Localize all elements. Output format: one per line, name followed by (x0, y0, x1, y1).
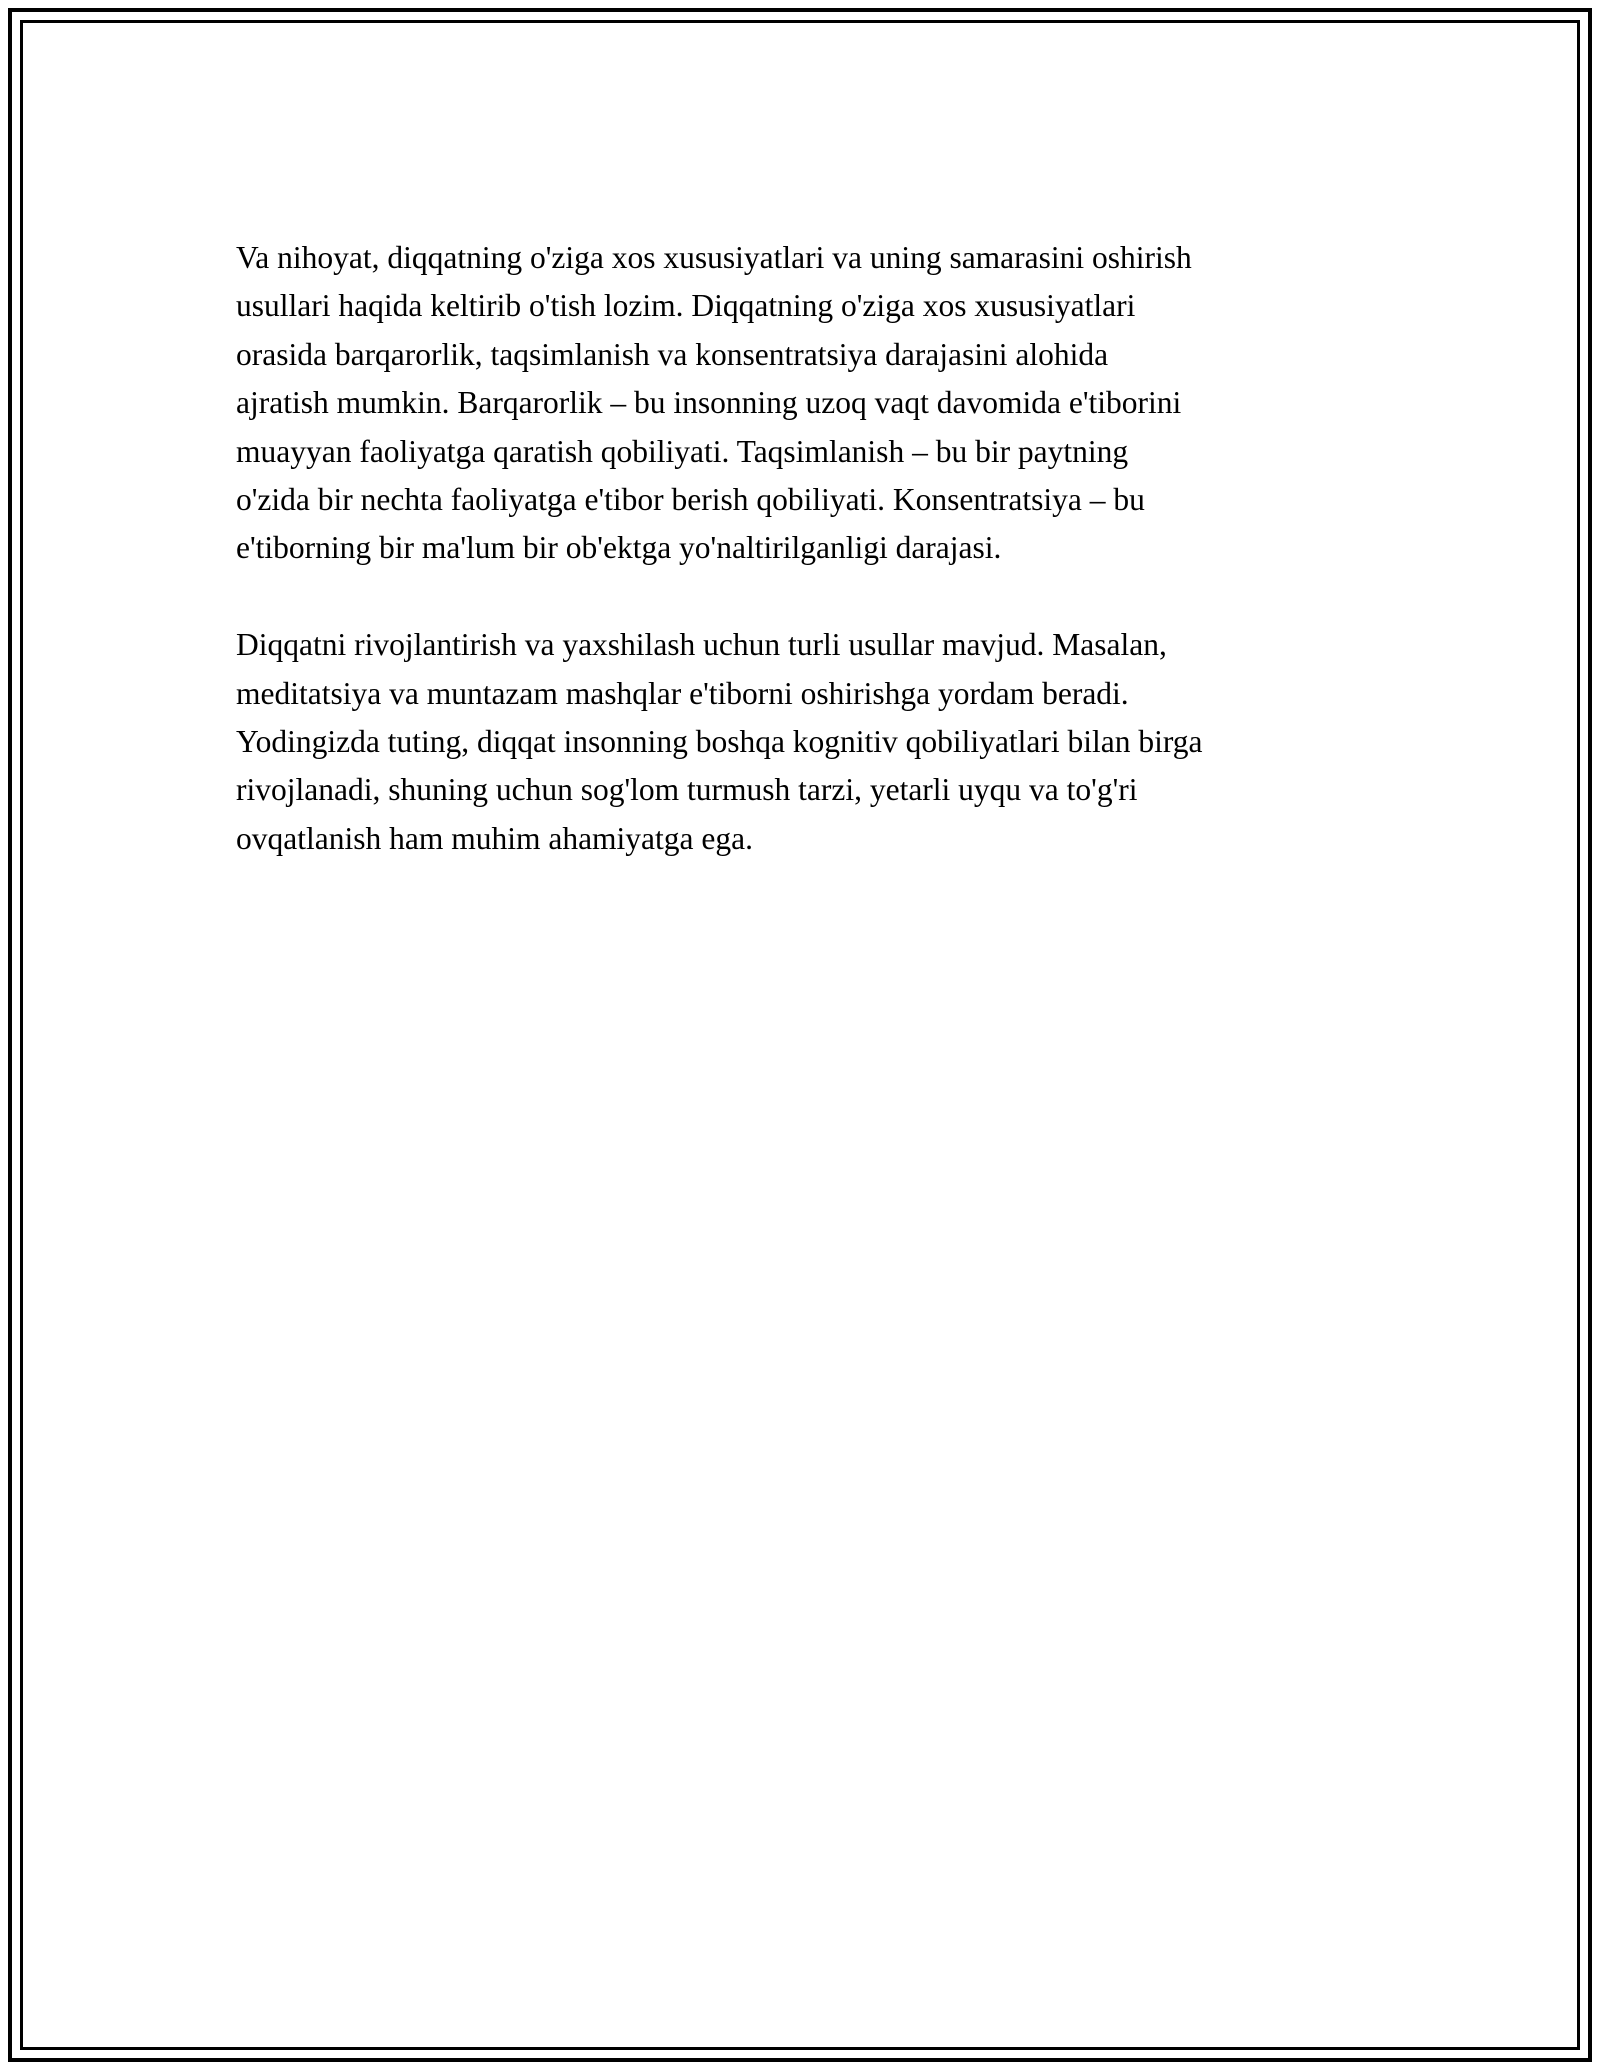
text-line: e'tiborning bir ma'lum bir ob'ektga yo'naltirilganligi darajasi. (236, 530, 1002, 566)
text-line: o'zida bir nechta faoliyatga e'tibor berish qobiliyati. Konsentratsiya – bu (236, 482, 1145, 518)
text-line: orasida barqarorlik, taqsimlanish va konsentratsiya darajasini alohida (236, 336, 1109, 372)
text-line: Diqqatni rivojlantirish va yaxshilash uchun turli usullar mavjud. Masalan, (236, 627, 1167, 663)
text-line: rivojlanadi, shuning uchun sog'lom turmush tarzi, yetarli uyqu va to'g'ri (236, 772, 1138, 808)
paragraph-2 (236, 621, 1386, 863)
paragraph-1 (236, 234, 1386, 573)
text-line: Va nihoyat, diqqatning o'ziga xos xususiyatlari va uning samarasini oshirish (236, 240, 1192, 275)
text-line: ajratish mumkin. Barqarorlik – bu insonning uzoq vaqt davomida e'tiborini (236, 385, 1182, 421)
text-line: ovqatlanish ham muhim ahamiyatga ega. (236, 820, 753, 856)
text-line: usullari haqida keltirib o'tish lozim. Diqqatning o'ziga xos xususiyatlari (236, 288, 1136, 324)
text-line: meditatsiya va muntazam mashqlar e'tiborni oshirishga yordam beradi. (236, 675, 1129, 711)
document-body (236, 234, 1386, 863)
text-line: Yodingizda tuting, diqqat insonning boshqa kognitiv qobiliyatlari bilan birga (236, 724, 1203, 760)
text-line: muayyan faoliyatga qaratish qobiliyati. Taqsimlanish – bu bir paytning (236, 433, 1129, 469)
